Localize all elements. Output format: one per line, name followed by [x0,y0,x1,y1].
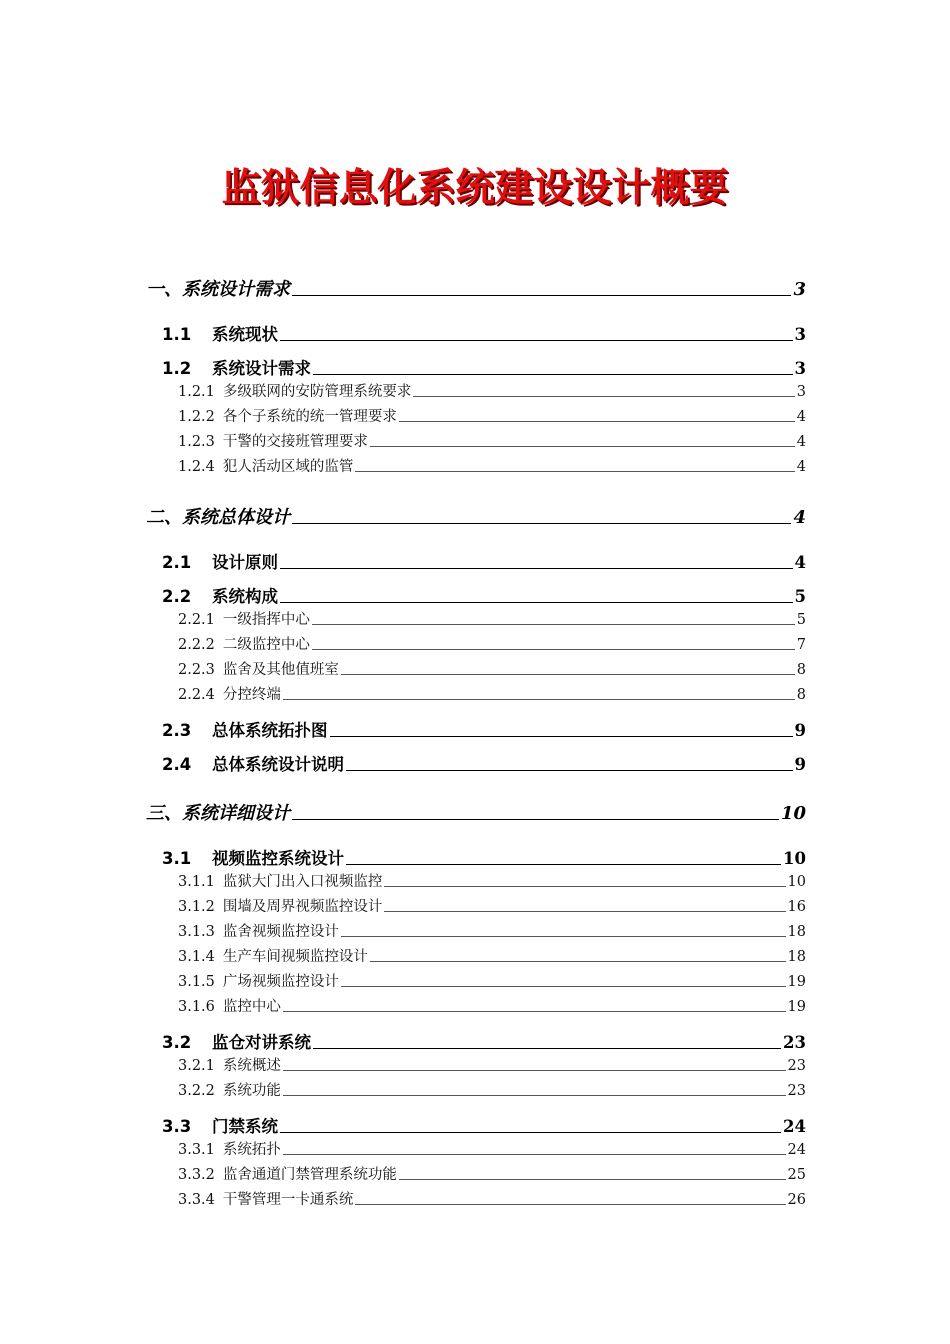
toc-entry-number: 2.4 [162,755,192,774]
toc-entry-level-3[interactable] [178,1079,806,1100]
toc-entry-number: 1.2.4 [178,459,215,475]
toc-page-number: 4 [796,409,806,425]
toc-page-number: 7 [796,637,806,653]
toc-entry-title: 广场视频监控设计 [222,974,339,990]
toc-page-number: 5 [794,587,806,606]
toc-entry-level-3[interactable] [178,895,806,916]
toc-leader-line [312,649,795,650]
toc-entry-level-3[interactable] [178,970,806,991]
toc-entry-level-3[interactable] [178,1188,806,1209]
toc-page-number: 3 [793,279,806,300]
toc-page-number: 24 [783,1117,806,1136]
toc-entry-title: 监控中心 [222,999,281,1015]
toc-page-number: 4 [793,507,806,528]
toc-page-number: 19 [787,999,806,1015]
toc-entry-number: 2.3 [162,721,192,740]
toc-page-number: 4 [796,459,806,475]
toc-page-number: 19 [787,974,806,990]
toc-entry-level-3[interactable] [178,608,806,629]
toc-entry-title: 三、系统详细设计 [146,803,290,824]
toc-page-number: 8 [796,687,806,703]
toc-entry-title: 犯人活动区域的监管 [222,459,354,475]
toc-entry-number: 2.2 [162,587,192,606]
toc-entry-number: 3.3.4 [178,1192,215,1208]
toc-leader-line [280,340,793,341]
toc-entry-title: 系统拓扑 [222,1142,281,1158]
toc-entry-level-3[interactable] [178,633,806,654]
toc-entry-number: 2.2.3 [178,662,215,678]
toc-entry-title: 系统功能 [222,1083,281,1099]
toc-entry-title: 监仓对讲系统 [212,1033,311,1052]
toc-entry-title: 系统设计需求 [212,359,311,378]
document-title: 监狱信息化系统建设设计概要 [221,166,729,211]
toc-entry-title: 二级监控中心 [222,637,310,653]
toc-leader-line [292,523,791,524]
toc-entry-level-3[interactable] [178,405,806,426]
toc-entry-level-3[interactable] [178,683,806,704]
toc-leader-line [313,1048,781,1049]
toc-page-number: 25 [787,1167,806,1183]
toc-leader-line [292,819,779,820]
toc-entry-title: 一、系统设计需求 [146,279,290,300]
toc-leader-line [283,1154,786,1155]
toc-entry-title: 系统现状 [212,325,278,344]
toc-leader-line [346,770,793,771]
toc-entry-number: 3.2.1 [178,1058,215,1074]
toc-entry-number: 3.1.5 [178,974,215,990]
toc-page-number: 23 [787,1058,806,1074]
toc-leader-line [280,1132,781,1133]
toc-leader-line [341,674,795,675]
toc-leader-line [280,568,793,569]
toc-leader-line [346,864,781,865]
toc-page-number: 18 [787,949,806,965]
toc-leader-line [283,1011,786,1012]
toc-leader-line [330,736,793,737]
toc-leader-line [399,421,795,422]
toc-entry-title: 总体系统设计说明 [212,755,344,774]
toc-entry-title: 分控终端 [222,687,281,703]
toc-entry-level-1[interactable] [146,799,806,825]
toc-entry-level-3[interactable] [178,995,806,1016]
toc-entry-level-3[interactable] [178,870,806,891]
toc-entry-level-3[interactable] [178,945,806,966]
toc-leader-line [355,1204,785,1205]
toc-entry-number: 1.2 [162,359,192,378]
toc-page-number: 10 [787,874,806,890]
toc-leader-line [399,1179,786,1180]
toc-entry-level-2[interactable] [162,1029,806,1053]
toc-page-number: 3 [796,384,806,400]
toc-entry-level-2[interactable] [162,549,806,573]
toc-leader-line [292,295,791,296]
toc-leader-line [341,936,786,937]
toc-entry-number: 1.2.1 [178,384,215,400]
toc-leader-line [384,911,785,912]
toc-leader-line [283,699,795,700]
toc-entry-level-3[interactable] [178,1163,806,1184]
toc-entry-level-2[interactable] [162,583,806,607]
toc-entry-title: 干警管理一卡通系统 [222,1192,354,1208]
toc-entry-level-3[interactable] [178,658,806,679]
toc-entry-title: 生产车间视频监控设计 [222,949,368,965]
toc-page-number: 23 [787,1083,806,1099]
toc-entry-title: 各个子系统的统一管理要求 [222,409,397,425]
toc-entry-title: 设计原则 [212,553,278,572]
toc-entry-number: 3.1.1 [178,874,215,890]
toc-entry-number: 3.3.2 [178,1167,215,1183]
toc-leader-line [370,446,795,447]
toc-entry-title: 系统构成 [212,587,278,606]
toc-entry-level-2[interactable] [162,321,806,345]
toc-page-number: 16 [787,899,806,915]
toc-page-number: 9 [794,721,806,740]
toc-page-number: 18 [787,924,806,940]
toc-entry-level-3[interactable] [178,455,806,476]
toc-page-number: 26 [787,1192,806,1208]
toc-entry-title: 视频监控系统设计 [212,849,344,868]
toc-page-number: 24 [787,1142,806,1158]
toc-page-number: 4 [794,553,806,572]
toc-entry-level-3[interactable] [178,1138,806,1159]
toc-entry-title: 干警的交接班管理要求 [222,434,368,450]
toc-entry-level-2[interactable] [162,845,806,869]
toc-entry-level-1[interactable] [146,275,806,301]
toc-entry-title: 总体系统拓扑图 [212,721,328,740]
toc-entry-title: 监舍视频监控设计 [222,924,339,940]
toc-entry-level-2[interactable] [162,717,806,741]
toc-page-number: 5 [796,612,806,628]
toc-page-number: 3 [794,359,806,378]
toc-entry-number: 2.1 [162,553,192,572]
toc-entry-title: 门禁系统 [212,1117,278,1136]
toc-leader-line [283,1095,786,1096]
toc-entry-title: 监狱大门出入口视频监控 [222,874,383,890]
toc-entry-number: 2.2.4 [178,687,215,703]
toc-page-number: 9 [794,755,806,774]
toc-entry-level-2[interactable] [162,1113,806,1137]
toc-entry-number: 3.2 [162,1033,192,1052]
toc-entry-number: 3.3 [162,1117,192,1136]
toc-page-number: 8 [796,662,806,678]
toc-entry-number: 1.2.2 [178,409,215,425]
toc-page-number: 23 [783,1033,806,1052]
toc-entry-level-3[interactable] [178,380,806,401]
toc-entry-number: 3.2.2 [178,1083,215,1099]
toc-entry-number: 3.1.2 [178,899,215,915]
toc-page-number: 10 [780,803,806,824]
toc-entry-number: 3.1.4 [178,949,215,965]
toc-entry-title: 围墙及周界视频监控设计 [222,899,383,915]
toc-entry-title: 多级联网的安防管理系统要求 [222,384,412,400]
toc-entry-level-2[interactable] [162,355,806,379]
toc-leader-line [283,1070,786,1071]
toc-entry-number: 1.1 [162,325,192,344]
toc-entry-level-3[interactable] [178,1054,806,1075]
toc-entry-number: 2.2.2 [178,637,215,653]
toc-page-number: 3 [794,325,806,344]
toc-entry-number: 1.2.3 [178,434,215,450]
toc-page-number: 4 [796,434,806,450]
toc-entry-number: 3.1 [162,849,192,868]
toc-entry-number: 2.2.1 [178,612,215,628]
toc-entry-title: 二、系统总体设计 [146,507,290,528]
toc-leader-line [341,986,786,987]
toc-leader-line [280,602,793,603]
toc-leader-line [313,374,793,375]
toc-leader-line [312,624,795,625]
toc-entry-level-3[interactable] [178,920,806,941]
toc-leader-line [384,886,785,887]
toc-entry-title: 一级指挥中心 [222,612,310,628]
toc-entry-level-2[interactable] [162,751,806,775]
toc-leader-line [370,961,786,962]
toc-entry-level-1[interactable] [146,503,806,529]
toc-entry-level-3[interactable] [178,430,806,451]
toc-entry-title: 监舍通道门禁管理系统功能 [222,1167,397,1183]
toc-entry-title: 系统概述 [222,1058,281,1074]
toc-entry-number: 3.1.6 [178,999,215,1015]
toc-entry-number: 3.1.3 [178,924,215,940]
toc-page-number: 10 [783,849,806,868]
toc-leader-line [413,396,794,397]
toc-entry-number: 3.3.1 [178,1142,215,1158]
toc-leader-line [355,471,794,472]
toc-entry-title: 监舍及其他值班室 [222,662,339,678]
